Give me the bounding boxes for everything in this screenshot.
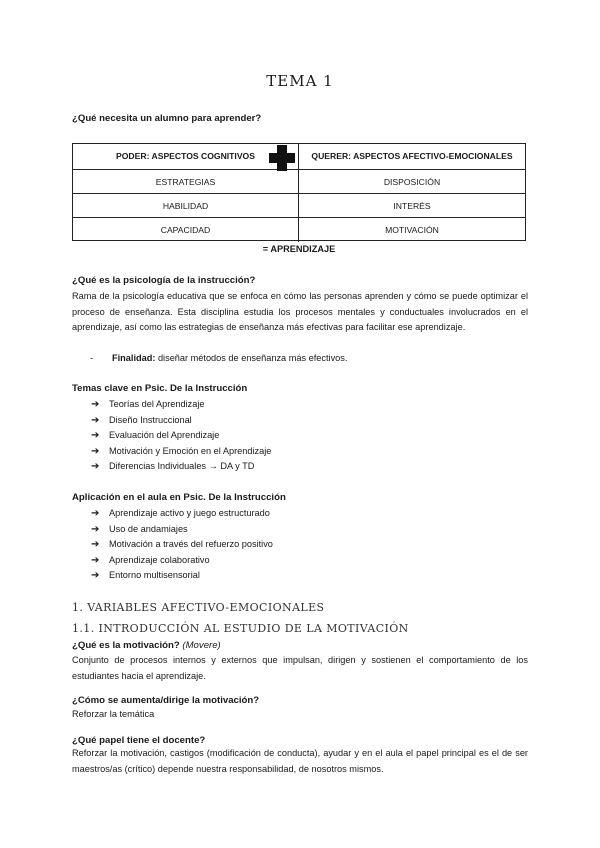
arrow-icon: ➔ <box>91 508 100 519</box>
list-item <box>91 459 521 475</box>
list-item-text: Diferencias Individuales → DA y TD <box>109 461 255 472</box>
table-cell-right: MOTIVACIÓN <box>385 225 439 235</box>
comparison-table <box>72 143 526 241</box>
dash-bullet: - <box>90 353 94 363</box>
table-cell-left: CAPACIDAD <box>73 218 299 242</box>
aplicacion-heading: Aplicación en el aula en Psic. De la Instrucción <box>72 492 286 503</box>
aumenta-body: Reforzar la temática <box>72 709 155 719</box>
section-heading-1: 1. VARIABLES AFECTIVO-EMOCIONALES <box>72 601 325 614</box>
list-item <box>91 537 521 553</box>
question-needs: ¿Qué necesita un alumno para aprender? <box>72 113 262 124</box>
question-motivacion-em: (Movere) <box>179 640 221 651</box>
table-result: = APRENDIZAJE <box>262 244 336 254</box>
finalidad-item <box>90 351 520 367</box>
arrow-icon: ➔ <box>91 539 100 551</box>
arrow-icon: ➔ <box>91 523 100 535</box>
list-item <box>91 568 521 584</box>
list-item <box>91 397 521 413</box>
list-item-text: Evaluación del Aprendizaje <box>109 430 220 441</box>
list-item <box>91 413 521 429</box>
finalidad-label: Finalidad: <box>112 353 156 363</box>
table-row <box>73 169 525 194</box>
arrow-icon: ➔ <box>91 461 100 473</box>
list-item-text: Aprendizaje colaborativo <box>109 554 210 565</box>
question-psych: ¿Qué es la psicología de la instrucción? <box>72 275 256 286</box>
table-row <box>73 193 525 218</box>
table-cell-left: HABILIDAD <box>73 194 299 218</box>
list-item-text: Entorno multisensorial <box>109 570 200 581</box>
question-motivacion-text: ¿Qué es la motivación? <box>72 640 180 651</box>
motivacion-body: Conjunto de procesos internos y externos que impulsan, dirigen y sostienen el comportamiento de los estudiantes hacia el aprendizaje. <box>72 655 528 681</box>
question-motivacion <box>72 639 528 653</box>
finalidad-text: diseñar métodos de enseñanza más efectivos. <box>155 353 348 363</box>
page-title: TEMA 1 <box>266 72 334 90</box>
list-item-text: Teorías del Aprendizaje <box>109 399 205 409</box>
section-heading-1-1: 1.1. INTRODUCCIÓN AL ESTUDIO DE LA MOTIVACIÓN <box>72 622 409 635</box>
table-header-right: QUERER: ASPECTOS AFECTIVO-EMOCIONALES <box>311 151 513 161</box>
question-docente: ¿Qué papel tiene el docente? <box>72 735 206 746</box>
aplicacion-list <box>91 506 521 584</box>
list-item-text: Motivación y Emoción en el Aprendizaje <box>109 445 272 456</box>
arrow-icon: ➔ <box>91 570 100 582</box>
arrow-icon: ➔ <box>91 414 100 426</box>
list-item <box>91 553 521 569</box>
list-item <box>91 522 521 538</box>
list-item-text: Motivación a través del refuerzo positivo <box>109 539 273 550</box>
arrow-icon: ➔ <box>91 445 100 457</box>
list-item-text: Uso de andamiajes <box>109 523 188 534</box>
arrow-icon: ➔ <box>91 430 100 442</box>
table-cell-right: INTERÉS <box>393 201 431 211</box>
temas-list <box>91 397 521 475</box>
table-row <box>73 217 525 242</box>
docente-body: Reforzar la motivación, castigos (modificación de conducta), ayudar y en el aula el papel principal es el de ser maestros/as (crítico) depende nuestra responsabilidad, de nosotros mismos. <box>72 748 528 774</box>
table-header-row <box>73 144 525 169</box>
arrow-icon: ➔ <box>91 399 100 410</box>
list-item-text: Diseño Instruccional <box>109 414 192 425</box>
list-item-text: Aprendizaje activo y juego estructurado <box>109 508 270 518</box>
temas-heading: Temas clave en Psic. De la Instrucción <box>72 383 248 394</box>
table-header-left: PODER: ASPECTOS COGNITIVOS <box>73 144 299 169</box>
arrow-icon: ➔ <box>91 554 100 566</box>
list-item <box>91 428 521 444</box>
table-cell-left: ESTRATEGIAS <box>73 170 299 194</box>
plus-icon <box>268 144 296 172</box>
list-item <box>91 444 521 460</box>
list-item <box>91 506 521 522</box>
psych-body: Rama de la psicología educativa que se enfoca en cómo las personas aprenden y cómo se puede optimizar el proceso de enseñanza. Esta disciplina estudia los procesos mentales y conductuales involucrados en el aprendizaje, así como las estrategias de enseñanza más efectivas para facilitar ese aprendizaje. <box>72 291 528 333</box>
question-aumenta: ¿Cómo se aumenta/dirige la motivación? <box>72 695 260 706</box>
table-cell-right: DISPOSICIÓN <box>383 177 441 187</box>
